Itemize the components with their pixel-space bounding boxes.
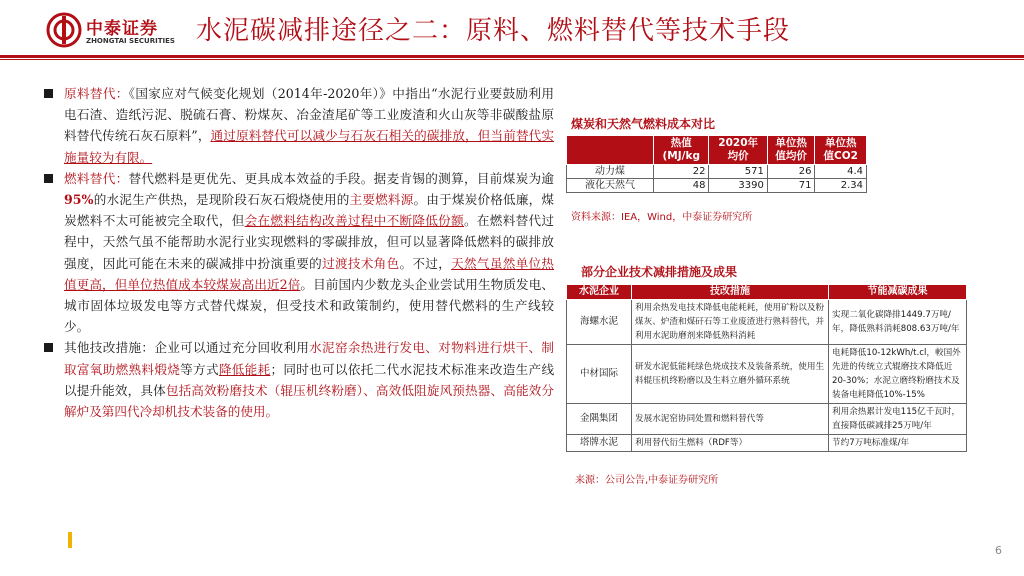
bullet-text-run: 95% [64,192,94,208]
emission-measures-table [566,284,967,452]
table1-title: 煤炭和天然气燃料成本对比 [571,117,716,131]
table1-source: 资料来源：IEA，Wind，中泰证券研究所 [571,212,753,223]
table1-cell: 动力煤 [567,165,654,179]
title-divider-thin [0,59,1024,60]
table2-cell: 中材国际 [567,345,632,404]
bullet-text-run: 过渡技术角色 [322,255,400,271]
table2-cell: 节约7万吨标准煤/年 [829,435,967,452]
table1-cell: 71 [767,179,815,193]
bullet-text-run: 主要燃料源 [349,192,414,208]
table2-cell: 研发水泥低能耗绿色烧成技术及装备系统，使用生料辊压机终粉磨以及生料立磨外循环系统 [632,345,829,404]
bullet-text-run: 的水泥生产供热，是现阶段石灰石煅烧使用的 [93,192,350,208]
table2-title: 部分企业技术减排措施及成果 [581,265,738,279]
bullet-text-run: 其他技改措施：企业可以通过充分回收利用 [64,340,310,356]
bullet-text-run: 。不过， [399,255,452,271]
table1-cell: 22 [654,165,709,179]
body-text [40,83,554,422]
bullet-text-run: ；同时也可以依托二代水泥技术标准来改造生产线以提升能效，具体 [64,361,555,398]
bullet-text-run: 会在燃料结构改善过程中不断降低份额 [244,213,464,229]
bullet-text-run: 原料替代： [64,86,129,101]
table1-cell: 571 [709,165,767,179]
table2-cell: 实现二氧化碳降排1449.7万吨/年，降低熟料消耗808.63万吨/年 [829,300,967,345]
table2-header-cell: 节能减碳成果 [829,285,967,300]
table1-cell: 液化天然气 [567,179,654,193]
table-row [567,345,967,404]
table2-cell: 海螺水泥 [567,300,632,345]
table1-cell: 26 [767,165,815,179]
table1-cell: 4.4 [815,165,867,179]
table2-header-cell: 技改措施 [632,285,829,300]
table-row [567,300,967,345]
bullet-item [40,168,554,338]
table2-source: 来源：公司公告,中泰证券研究所 [575,475,719,486]
zhongtai-logo-icon [46,12,82,48]
bullet-text-run: 。在燃料替代过程中，天然气虽不能帮助水泥行业实现燃料的零碳排放，但可以显著降低燃料的碳排放强度，因此可能在未来的碳减排中扮演重要的 [64,213,555,271]
table1-cell: 48 [654,179,709,193]
table-row [567,404,967,435]
bullet-text-run: 通过原料替代可以减少与石灰石相关的碳排放，但当前替代实施量较为有限。 [64,128,554,165]
page-title: 水泥碳减排途径之二：原料、燃料替代等技术手段 [196,16,791,46]
brand-logo [46,12,182,52]
table1-header-cell: 热值 (MJ/kg [654,136,709,165]
table1-header-cell: 2020年 均价 [709,136,767,165]
title-divider [0,55,1024,58]
bullet-square-icon [44,89,53,98]
table2-cell: 利用余热累计发电115亿千瓦时，直接降低碳减排25万吨/年 [829,404,967,435]
bullet-text-run: 。由于煤炭价格低廉，煤炭燃料不太可能被完全取代，但 [64,192,555,229]
bullet-square-icon [44,343,53,352]
brand-name-en: ZHONGTAI SECURITIES [86,37,175,45]
bullet-text-run: 包括高效粉磨技术（辊压机终粉磨）、高效低阻旋风预热器、高能效分解炉及第四代冷却机技术装备的使用。 [64,382,555,420]
table2-cell: 塔牌水泥 [567,435,632,452]
table1-header-cell [567,136,654,165]
bullet-square-icon [44,174,53,183]
fuel-cost-table [566,135,867,193]
bullet-item [40,337,554,422]
table-row [567,165,867,179]
bullet-text-run: 《国家应对气候变化规划（2014年-2020年）》中指出“水泥行业要鼓励利用电石渣、造纸污泥、脱硫石膏、粉煤灰、冶金渣尾矿等工业废渣和火山灰等非碳酸盐原料替代传统石灰石原料”， [64,86,554,144]
table2-cell: 利用替代衍生燃料（RDF等） [632,435,829,452]
table-row [567,179,867,193]
table2-cell: 发展水泥窑协同处置和燃料替代等 [632,404,829,435]
page-number: 6 [995,544,1002,557]
table1-header-cell: 单位热 值均价 [767,136,815,165]
table2-cell: 电耗降低10-12kWh/t.cl，較国外先进的传统立式辊磨技术降低近20-30%；水泥立磨终粉磨技术及装备电耗降低10%-15% [829,345,967,404]
brand-name-cn: 中泰证券 [86,19,158,39]
table2-cell: 金隅集团 [567,404,632,435]
table-row [567,435,967,452]
bullet-text-run: 天然气虽然单位热值更高，但单位热值成本较煤炭高出近2倍 [64,255,555,292]
table1-header-cell: 单位热 值CO2 [815,136,867,165]
table2-header-cell: 水泥企业 [567,285,632,300]
bullet-text-run: 降低能耗 [218,361,271,377]
bullet-text-run: 水泥窑余热进行发电、对物料进行烘干、制取富氧助燃熟料煅烧 [64,340,555,377]
bullet-item [40,83,554,168]
table1-cell: 2.34 [815,179,867,193]
table1-cell: 3390 [709,179,767,193]
bullet-text-run: 等方式 [180,361,219,377]
table2-cell: 利用余热发电技术降低电能耗耗，使用矿粉以及粉煤灰、炉渣和煤矸石等工业废渣进行熟料替代，并利用水泥助磨剂来降低熟料消耗 [632,300,829,345]
bullet-text-run: 替代燃料是更优先、更具成本效益的手段。据麦肯锡的测算，目前煤炭为逾 [128,170,555,186]
accent-bar [68,532,72,548]
bullet-text-run: 燃料替代： [64,170,129,186]
bullet-text-run: 。目前国内少数龙头企业尝试用生物质发电、城市固体垃圾发电等方式替代煤炭，但受技术和政策制约，使用替代燃料的生产线较少。 [64,276,555,335]
